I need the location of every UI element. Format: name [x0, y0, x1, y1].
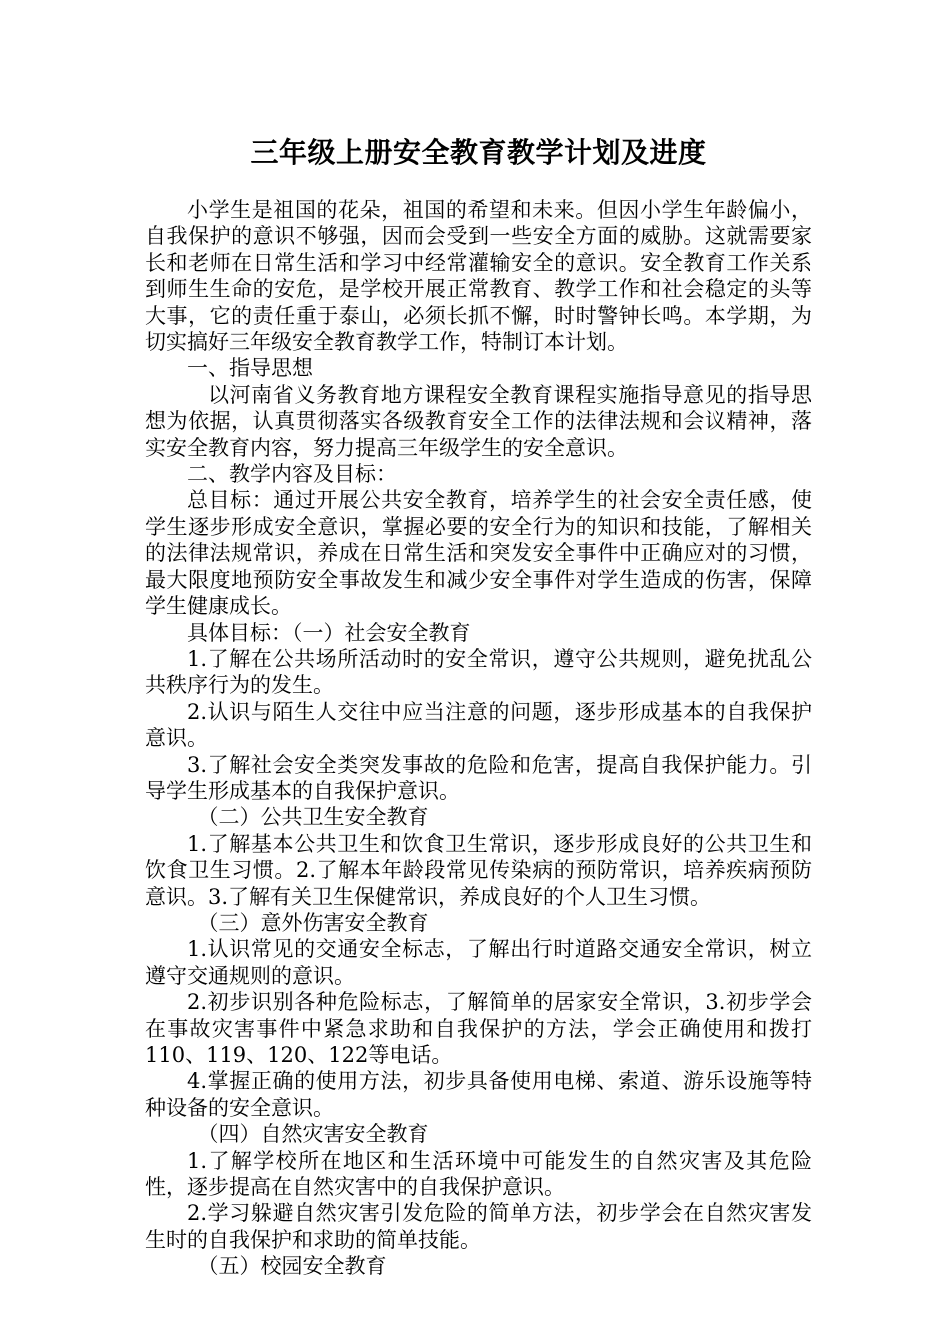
list-item: 4.掌握正确的使用方法，初步具备使用电梯、索道、游乐设施等特种设备的安全意识。	[145, 1069, 812, 1120]
list-item: 1.了解基本公共卫生和饮食卫生常识，逐步形成良好的公共卫生和饮食卫生习惯。2.了解本年龄段常见传染病的预防常识，培养疾病预防意识。3.了解有关卫生保健常识，养成良好的个人卫生习惯。	[145, 831, 812, 909]
list-item: 2.初步识别各种危险标志，了解简单的居家安全常识，3.初步学会在事故灾害事件中紧急求助和自我保护的方法，学会正确使用和拨打110、119、120、122等电话。	[145, 990, 812, 1067]
subsection-heading-social-safety: 具体目标：（一）社会安全教育	[187, 620, 471, 645]
subsection-heading-accident-safety: （三）意外伤害安全教育	[197, 910, 429, 935]
list-item: 2.认识与陌生人交往中应当注意的问题，逐步形成基本的自我保护意识。	[145, 699, 812, 751]
intro-paragraph: 小学生是祖国的花朵，祖国的希望和未来。但因小学生年龄偏小，自我保护的意识不够强，因而会受到一些安全方面的威胁。这就需要家长和老师在日常生活和学习中经常灌输安全的意识。安全教育工作关系到师生生命的安危，是学校开展正常教育、教学工作和社会稳定的头等大事，它的责任重于泰山，必须长抓不懈，时时警钟长鸣。本学期，为切实搞好三年级安全教育教学工作，特制订本计划。	[145, 198, 812, 355]
list-item: 3.了解社会安全类突发事故的危险和危害，提高自我保护能力。引导学生形成基本的自我保护意识。	[145, 752, 812, 803]
list-item: 1.了解学校所在地区和生活环境中可能发生的自然灾害及其危险性，逐步提高在自然灾害中的自我保护意识。	[145, 1148, 812, 1200]
document-body	[145, 197, 812, 1280]
paragraph-overall-goal: 总目标：通过开展公共安全教育，培养学生的社会安全责任感，使学生逐步形成安全意识，掌握必要的安全行为的知识和技能，了解相关的法律法规常识，养成在日常生活和突发安全事件中正确应对的习惯，最大限度地预防安全事故发生和减少安全事件对学生造成的伤害，保障学生健康成长。	[145, 488, 812, 619]
list-item: 2.学习躲避自然灾害引发危险的简单方法，初步学会在自然灾害发生时的自我保护和求助的简单技能。	[145, 1201, 812, 1252]
section-heading-content-goals: 二、教学内容及目标：	[187, 462, 397, 487]
document-title: 三年级上册安全教育教学计划及进度	[250, 136, 707, 169]
subsection-heading-campus-safety: （五）校园安全教育	[197, 1254, 387, 1279]
list-item: 1.了解在公共场所活动时的安全常识，遵守公共规则，避免扰乱公共秩序行为的发生。	[145, 646, 812, 698]
list-item: 1.认识常见的交通安全标志，了解出行时道路交通安全常识，树立遵守交通规则的意识。	[145, 937, 812, 988]
subsection-heading-public-health: （二）公共卫生安全教育	[197, 805, 429, 830]
section-heading-guiding-ideology: 一、指导思想	[187, 356, 313, 381]
subsection-heading-natural-disaster: （四）自然灾害安全教育	[197, 1122, 429, 1147]
paragraph-guiding-ideology: 以河南省义务教育地方课程安全教育课程实施指导意见的指导思想为依据，认真贯彻落实各级教育安全工作的法律法规和会议精神，落实安全教育内容，努力提高三年级学生的安全意识。	[145, 382, 812, 460]
